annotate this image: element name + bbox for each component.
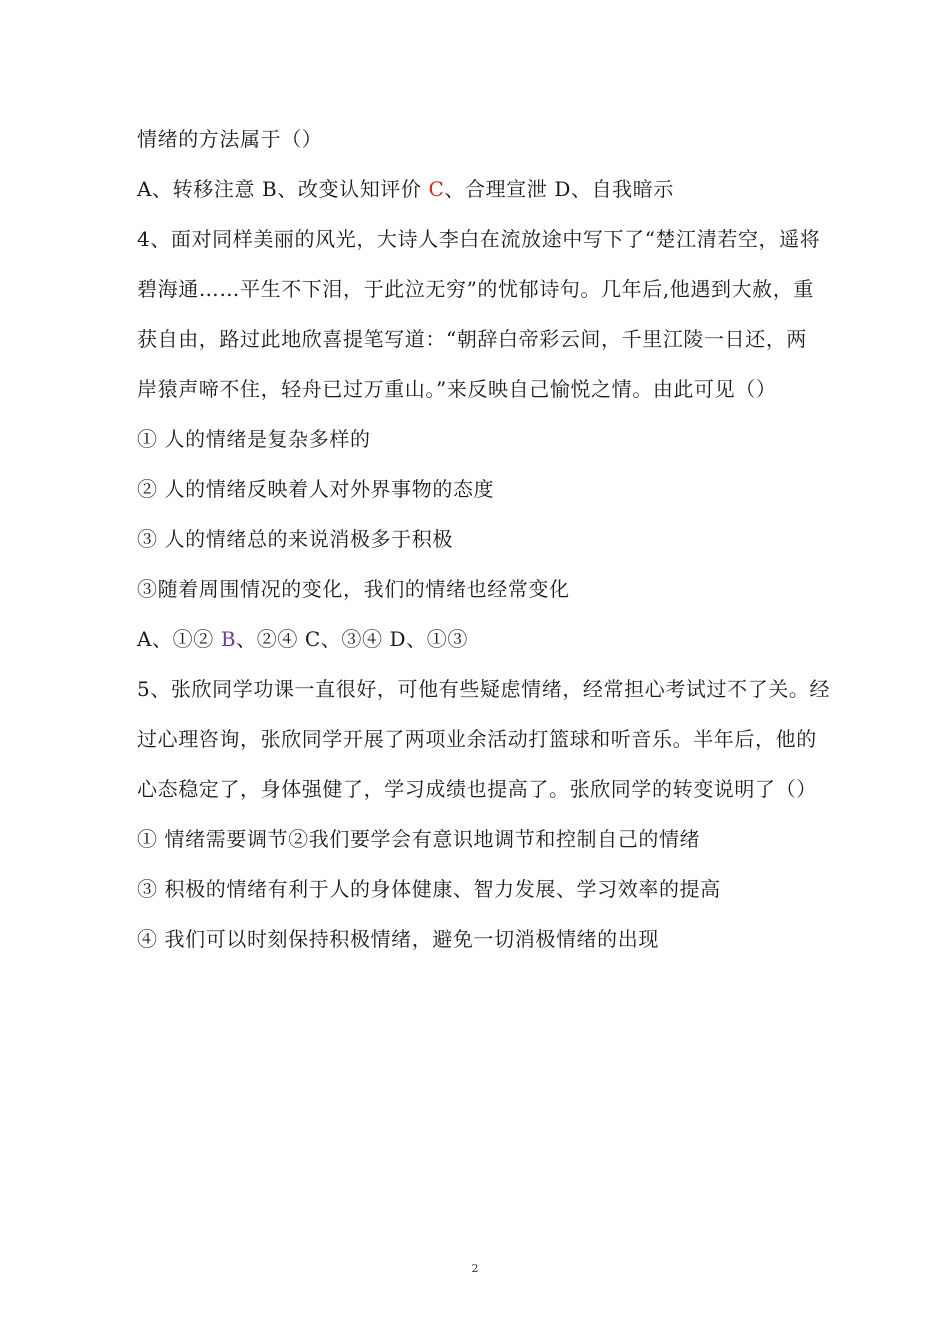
question-5-line: 5、张欣同学功课一直很好，可他有些疑虑情绪，经常担心考试过不了关。经 <box>137 677 831 701</box>
answer-options-q4 <box>137 614 827 664</box>
statement-item: ③ 积极的情绪有利于人的身体健康、智力发展、学习效率的提高 <box>137 877 721 901</box>
text-line: 碧海通……平生不下泪，于此泣无穷”的忧郁诗句。几年后,他遇到大赦，重 <box>137 277 814 301</box>
text-line: 获自由，路过此地欣喜提笔写道：“朝辞白帝彩云间，千里江陵一日还，两 <box>137 327 808 351</box>
highlighted-option-b: B <box>220 627 237 651</box>
statement-item: ① 情绪需要调节②我们要学会有意识地调节和控制自己的情绪 <box>137 827 701 851</box>
text-line: 心态稳定了，身体强健了，学习成绩也提高了。张欣同学的转变说明了（） <box>137 777 817 801</box>
text-line: 过心理咨询，张欣同学开展了两项业余活动打篮球和听音乐。半年后，他的 <box>137 727 817 751</box>
document-body <box>137 114 831 964</box>
option-text: A、①② <box>137 627 221 651</box>
statement-item: ④ 我们可以时刻保持积极情绪，避免一切消极情绪的出现 <box>137 927 659 951</box>
option-text: A、转移注意 B、改变认知评价 <box>137 177 429 201</box>
option-text: 、②④ C、③④ D、①③ <box>236 627 468 651</box>
option-text: 、合理宣泄 D、自我暗示 <box>444 177 674 201</box>
text-line: 岸猿声啼不住，轻舟已过万重山。”来反映自己愉悦之情。由此可见（） <box>137 377 777 401</box>
statement-item: ② 人的情绪反映着人对外界事物的态度 <box>137 477 495 501</box>
question-4-line: 4、面对同样美丽的风光，大诗人李白在流放途中写下了“楚江清若空，遥将 <box>137 227 821 251</box>
statement-item: ① 人的情绪是复杂多样的 <box>137 427 371 451</box>
text-line: 情绪的方法属于（） <box>137 127 323 151</box>
statement-item: ③ 人的情绪总的来说消极多于积极 <box>137 527 453 551</box>
statement-item: ③随着周围情况的变化，我们的情绪也经常变化 <box>137 577 570 601</box>
answer-options-q3 <box>137 164 827 214</box>
highlighted-option-c: C <box>428 177 445 201</box>
page-number: 2 <box>471 1262 479 1275</box>
